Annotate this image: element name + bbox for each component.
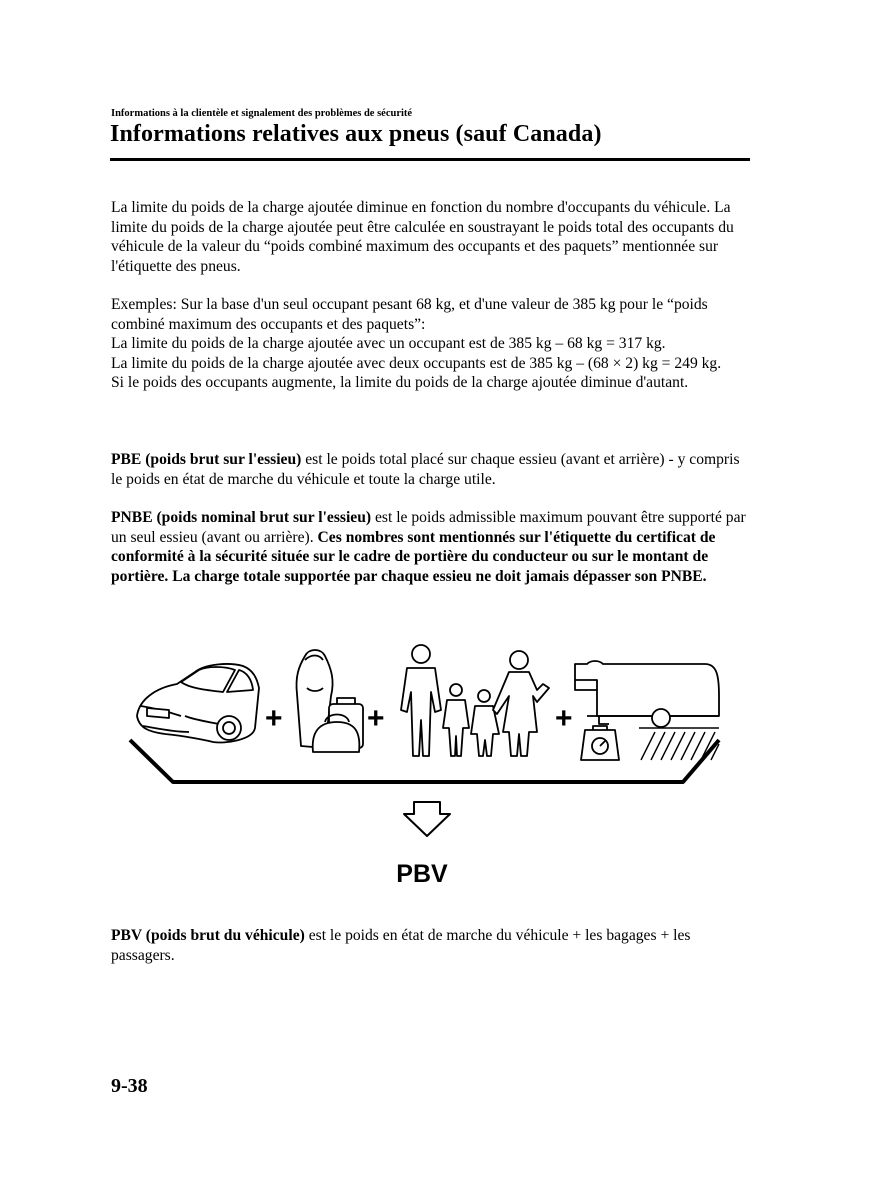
example-intro: Exemples: Sur la base d'un seul occupant pesant 68 kg, et d'une valeur de 385 kg pour le “poids combiné maximum des occupants et des paquets”: bbox=[111, 296, 708, 333]
scale-icon bbox=[581, 726, 619, 760]
example-one-occupant: La limite du poids de la charge ajoutée avec un occupant est de 385 kg – 68 kg = 317 kg. bbox=[111, 335, 666, 352]
car-icon bbox=[137, 664, 259, 742]
plus-sign-3: + bbox=[555, 702, 573, 735]
pbe-term: PBE (poids brut sur l'essieu) bbox=[111, 451, 302, 468]
pnbe-warning: Ces nombres sont mentionnés sur l'étiquette du certificat de conformité à la sécurité située sur le cadre de portière du conducteur ou sur le montant de portière. La charge totale supportée par chaque essieu ne doit jamais dépasser son PNBE. bbox=[111, 528, 716, 585]
paragraph-load-limit: La limite du poids de la charge ajoutée diminue en fonction du nombre d'occupants du véhicule. La limite du poids de la charge ajoutée peut être calculée en soustrayant le poids total des occupants du véhicule de la valeur du “poids combiné maximum des occupants et des paquets” mentionnée sur l'étiquette des pneus. bbox=[111, 199, 734, 275]
pnbe-term: PNBE (poids nominal brut sur l'essieu) bbox=[111, 509, 372, 526]
example-conclusion: Si le poids des occupants augmente, la limite du poids de la charge ajoutée diminue d'autant. bbox=[111, 374, 689, 391]
luggage-icon bbox=[296, 650, 363, 752]
paragraph-pbv bbox=[111, 926, 751, 965]
trailer-icon bbox=[575, 661, 719, 727]
page-number: 9-38 bbox=[111, 1075, 148, 1097]
section-header: Informations à la clientèle et signalement des problèmes de sécurité bbox=[111, 108, 413, 119]
plus-sign-2: + bbox=[367, 702, 385, 735]
pbv-illustration bbox=[125, 636, 725, 896]
passengers-icon bbox=[401, 645, 549, 756]
pbv-definition: est le poids en état de marche du véhicule + les bagages + les passagers. bbox=[111, 927, 691, 964]
example-two-occupants: La limite du poids de la charge ajoutée avec deux occupants est de 385 kg – (68 × 2) kg = 249 kg. bbox=[111, 354, 722, 372]
plus-sign-1: + bbox=[265, 702, 283, 735]
pnbe-definition: est le poids admissible maximum pouvant être supporté par un seul essieu (avant ou arrière). bbox=[111, 509, 746, 546]
pbe-definition: est le poids total placé sur chaque essieu (avant et arrière) - y compris le poids en état de marche du véhicule et toute la charge utile. bbox=[111, 451, 740, 488]
paragraph-examples bbox=[111, 295, 751, 393]
pbv-label: PBV bbox=[396, 860, 448, 888]
page-title: Informations relatives aux pneus (sauf Canada) bbox=[110, 121, 602, 147]
title-rule bbox=[110, 158, 750, 161]
paragraph-pbe bbox=[111, 450, 751, 489]
down-arrow-icon bbox=[404, 802, 450, 836]
pbv-term: PBV (poids brut du véhicule) bbox=[111, 927, 305, 944]
paragraph-pnbe bbox=[111, 508, 751, 586]
